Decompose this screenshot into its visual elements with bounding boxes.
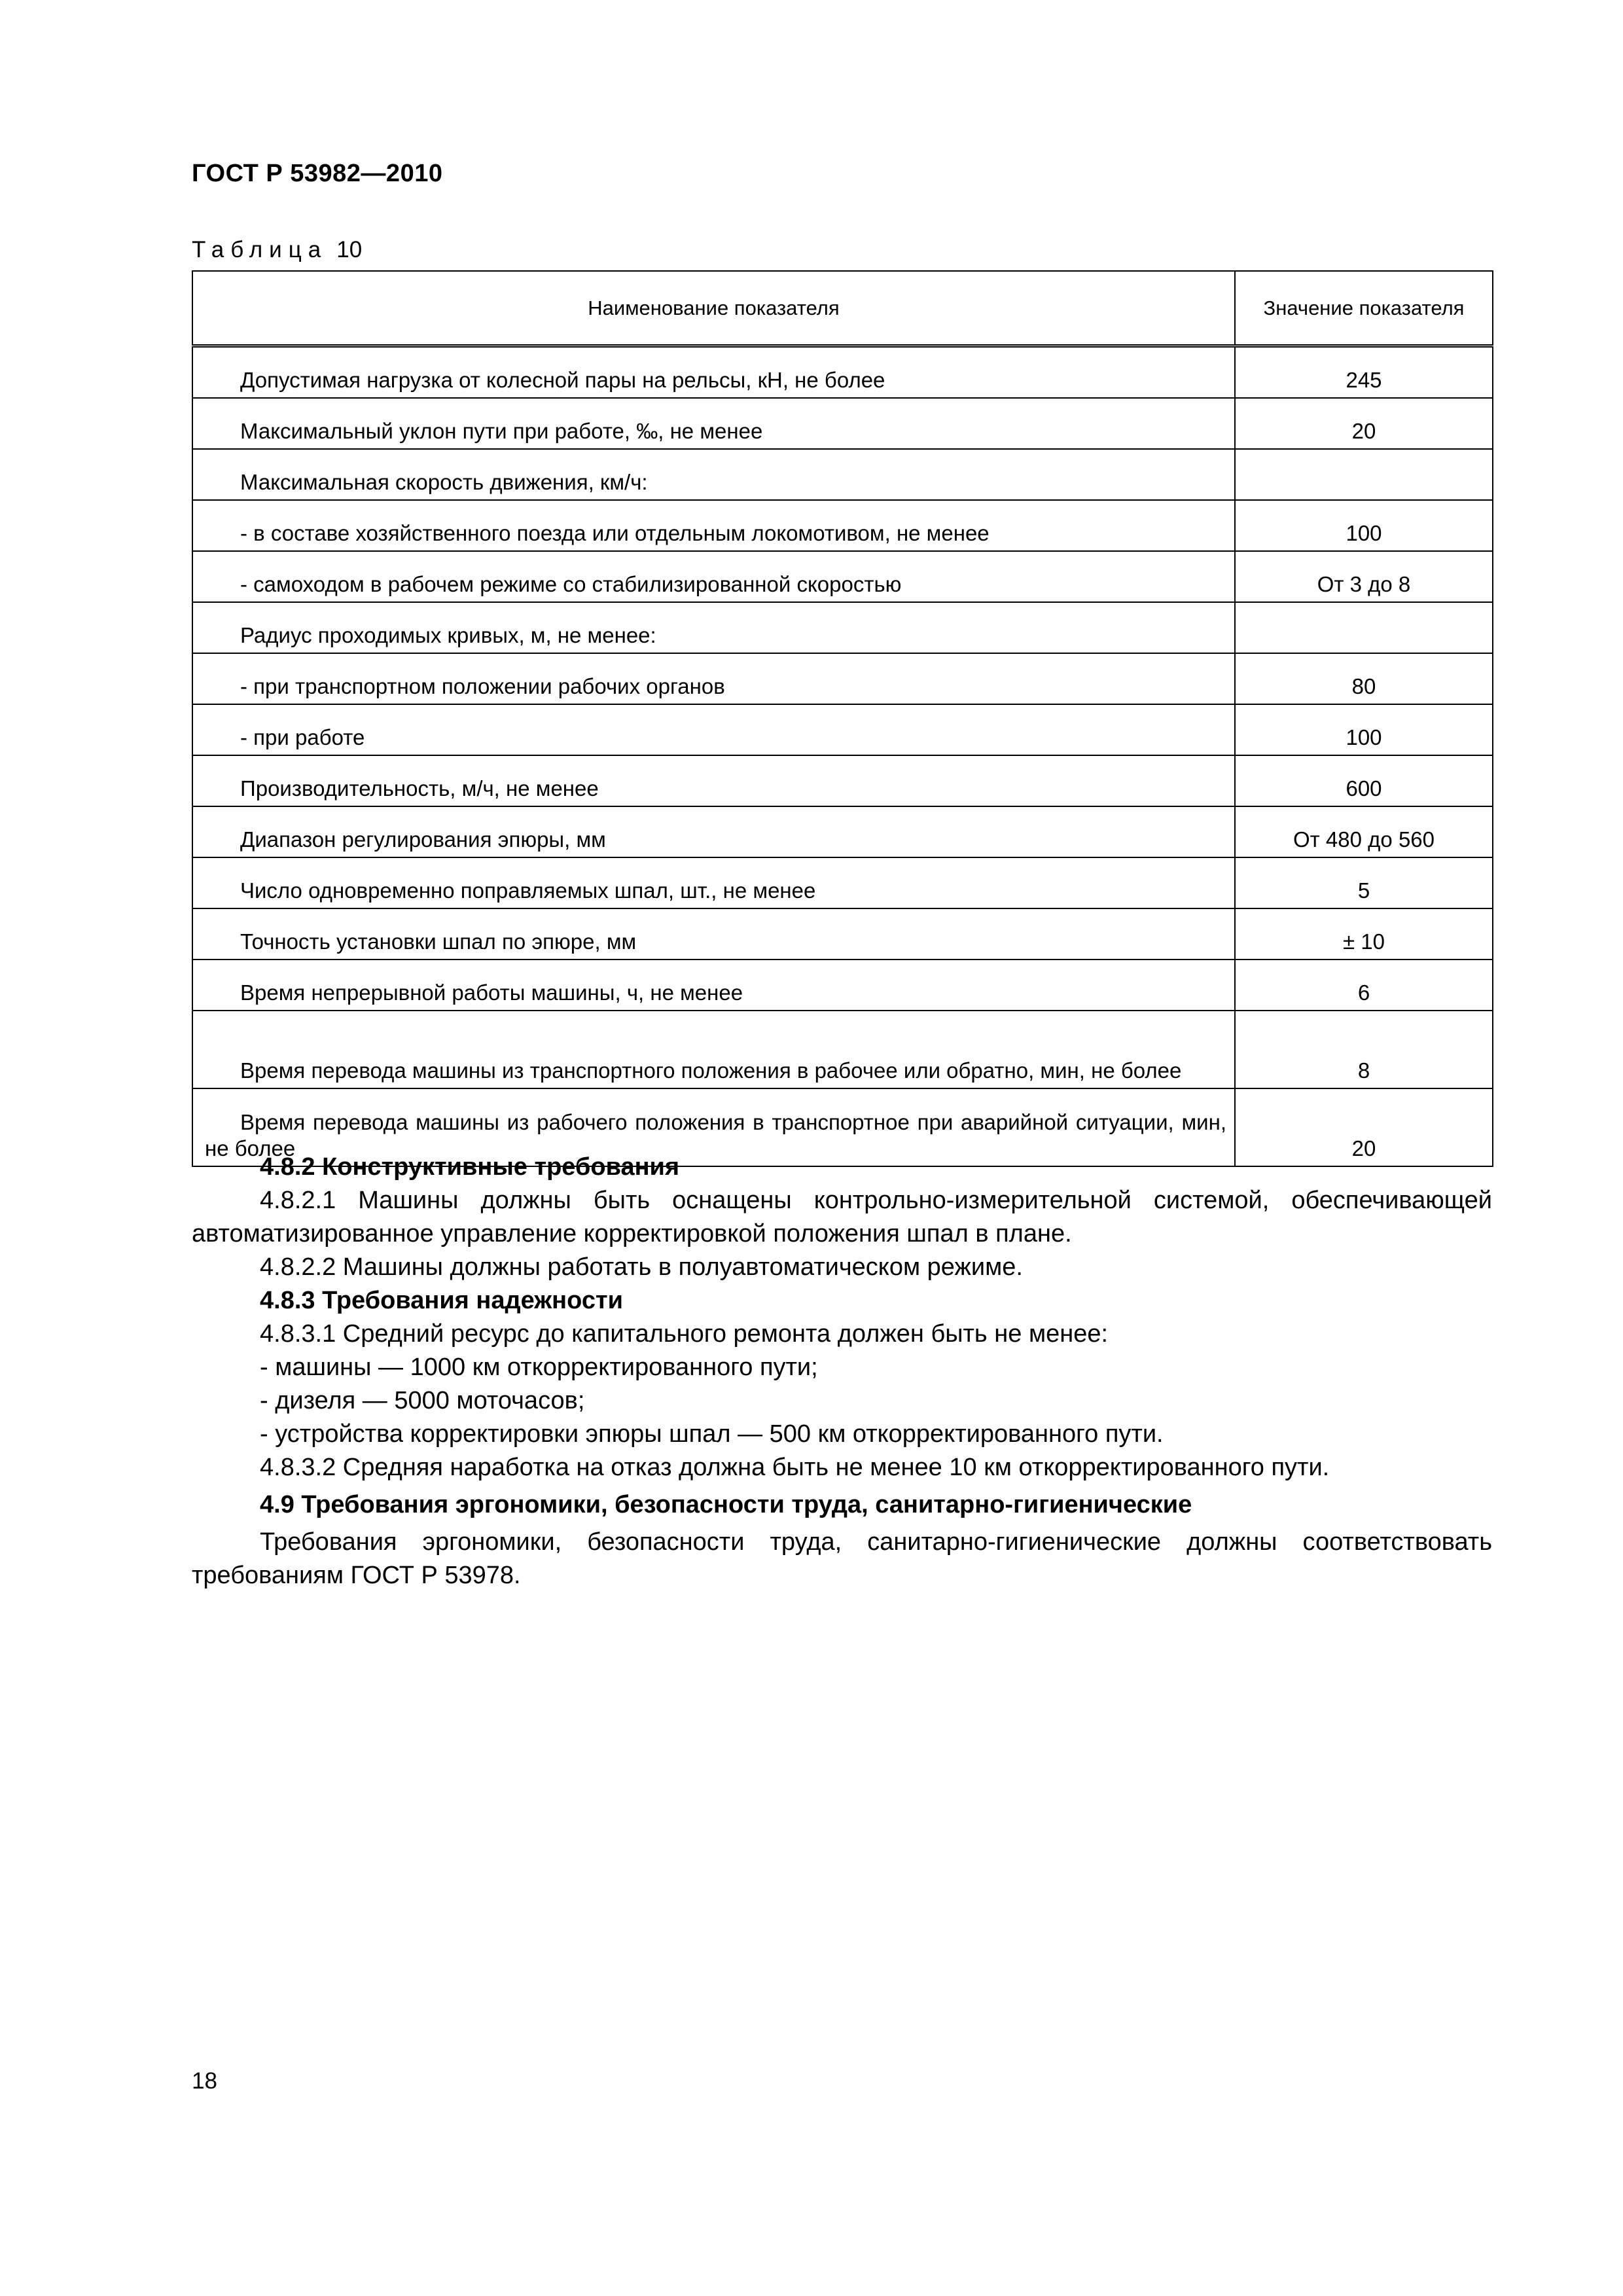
row-name: Допустимая нагрузка от колесной пары на рельсы, кН, не более (192, 346, 1235, 399)
page-number: 18 (192, 2068, 217, 2094)
row-name: - при транспортном положении рабочих органов (192, 653, 1235, 704)
table-row (192, 960, 1493, 1011)
table-row (192, 704, 1493, 755)
paragraph-4-9: Требования эргономики, безопасности труда, санитарно-гигиенические должны соответствовать требованиям ГОСТ Р 53978. (192, 1528, 1492, 1589)
table-row (192, 602, 1493, 653)
document-code: ГОСТ Р 53982—2010 (192, 160, 443, 187)
row-name: Максимальная скорость движения, км/ч: (192, 449, 1235, 500)
row-name: Производительность, м/ч, не менее (192, 755, 1235, 806)
table-row (192, 755, 1493, 806)
row-name: - при работе (192, 704, 1235, 755)
paragraph-4-8-2-2: 4.8.2.2 Машины должны работать в полуавтоматическом режиме. (260, 1253, 1023, 1281)
table-row (192, 346, 1493, 399)
section-heading-4-8-3: 4.8.3 Требования надежности (260, 1287, 623, 1314)
list-item: - машины — 1000 км откорректированного пути; (260, 1354, 818, 1381)
row-value: 5 (1235, 857, 1493, 908)
row-name: Время перевода машины из транспортного положения в рабочее или обратно, мин, не более (192, 1011, 1235, 1088)
row-value: 600 (1235, 755, 1493, 806)
row-value: ± 10 (1235, 908, 1493, 960)
table-row (192, 449, 1493, 500)
table-row (192, 653, 1493, 704)
row-name: Число одновременно поправляемых шпал, шт., не менее (192, 857, 1235, 908)
list-item: - устройства корректировки эпюры шпал — 500 км откорректированного пути. (260, 1420, 1164, 1448)
row-name: Время непрерывной работы машины, ч, не менее (192, 960, 1235, 1011)
table-row (192, 857, 1493, 908)
row-name: Радиус проходимых кривых, м, не менее: (192, 602, 1235, 653)
row-name: - самоходом в рабочем режиме со стабилизированной скоростью (192, 551, 1235, 602)
row-name: Время перевода машины из рабочего положения в транспортное при аварийной ситуации, мин, не более (192, 1088, 1235, 1166)
row-value: 6 (1235, 960, 1493, 1011)
table-row (192, 908, 1493, 960)
row-name: - в составе хозяйственного поезда или отдельным локомотивом, не менее (192, 500, 1235, 551)
table-caption (192, 237, 362, 263)
row-name: Максимальный уклон пути при работе, ‰, не менее (192, 398, 1235, 449)
row-name: Диапазон регулирования эпюры, мм (192, 806, 1235, 857)
table-caption-number: 10 (336, 237, 363, 262)
section-heading-4-9: 4.9 Требования эргономики, безопасности труда, санитарно-гигиенические (260, 1491, 1192, 1518)
table-row (192, 398, 1493, 449)
column-header-value: Значение показателя (1235, 271, 1493, 346)
row-value (1235, 449, 1493, 500)
specification-table (192, 270, 1493, 1167)
table-row (192, 806, 1493, 857)
row-value: 8 (1235, 1011, 1493, 1088)
section-heading-4-8-2: 4.8.2 Конструктивные требования (260, 1153, 680, 1181)
row-value: 100 (1235, 500, 1493, 551)
row-value: 80 (1235, 653, 1493, 704)
row-value: 20 (1235, 398, 1493, 449)
body-text (192, 1151, 1492, 1592)
table-header-row (192, 271, 1493, 346)
row-value (1235, 602, 1493, 653)
row-value: От 3 до 8 (1235, 551, 1493, 602)
paragraph-4-8-3-2: 4.8.3.2 Средняя наработка на отказ должна быть не менее 10 км откорректированного пути. (260, 1454, 1330, 1481)
paragraph-4-8-3-1: 4.8.3.1 Средний ресурс до капитального ремонта должен быть не менее: (260, 1320, 1109, 1348)
table-caption-label: Таблица (192, 237, 328, 262)
paragraph-4-8-2-1: 4.8.2.1 Машины должны быть оснащены контрольно-измерительной системой, обеспечивающей автоматизированное управление корректировкой положения шпал в плане. (192, 1187, 1492, 1247)
table-row (192, 500, 1493, 551)
row-value: От 480 до 560 (1235, 806, 1493, 857)
row-name: Точность установки шпал по эпюре, мм (192, 908, 1235, 960)
table-row (192, 551, 1493, 602)
list-item: - дизеля — 5000 моточасов; (260, 1387, 585, 1414)
row-value: 100 (1235, 704, 1493, 755)
row-value: 20 (1235, 1088, 1493, 1166)
column-header-name: Наименование показателя (192, 271, 1235, 346)
table-row (192, 1011, 1493, 1088)
row-value: 245 (1235, 346, 1493, 399)
